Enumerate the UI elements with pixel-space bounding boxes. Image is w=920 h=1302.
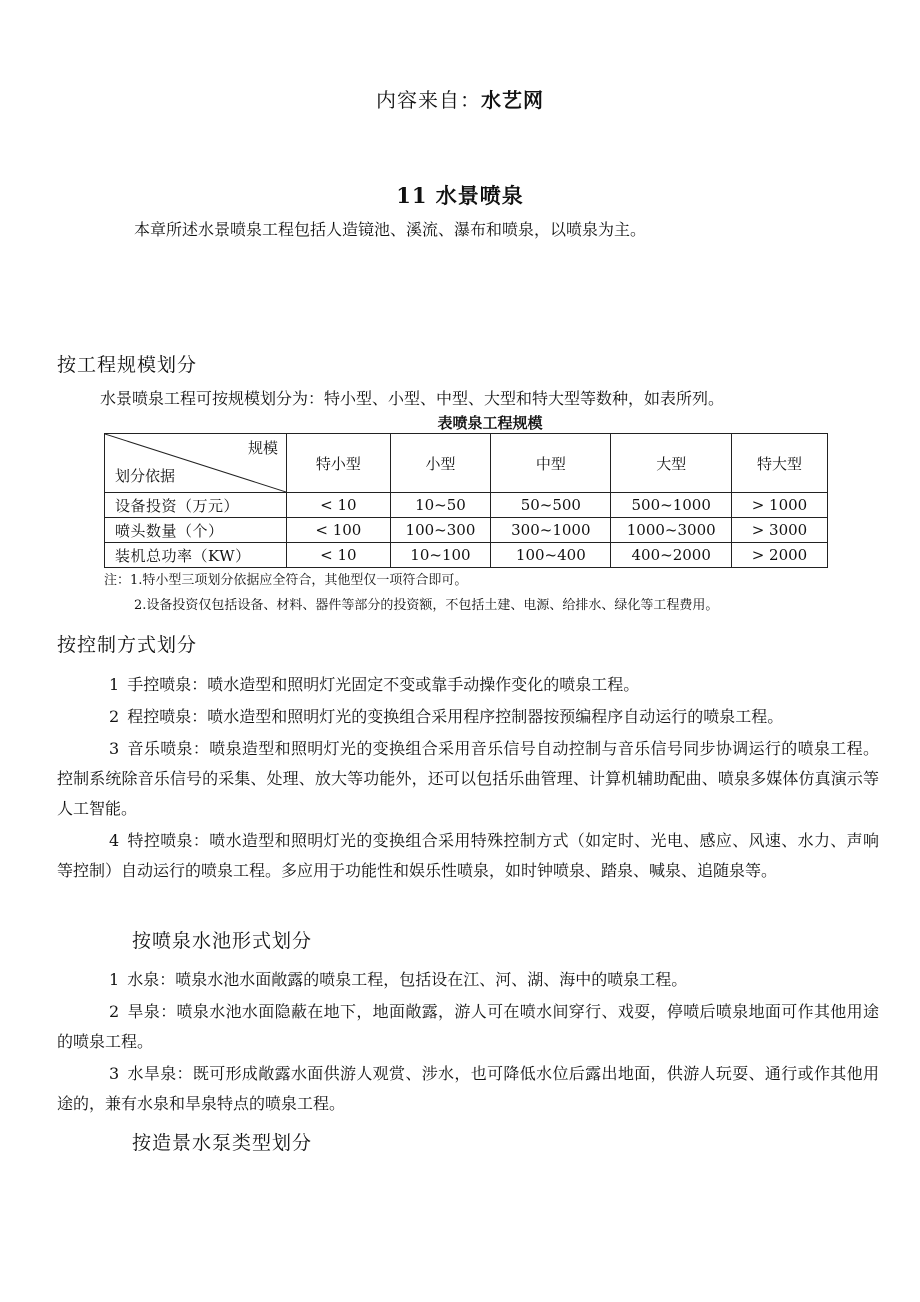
table-row	[105, 493, 828, 518]
item-number: 4	[109, 831, 120, 850]
scale-table	[104, 433, 828, 568]
column-header: 特小型	[287, 434, 391, 493]
column-header: 特大型	[731, 434, 827, 493]
source-line	[0, 84, 920, 113]
item-text: 旱泉：喷泉水池水面隐蔽在地下，地面敞露，游人可在喷水间穿行、戏耍，停喷后喷泉地面可作其他用途的喷泉工程。	[57, 1002, 879, 1051]
table-cell: > 2000	[731, 543, 827, 568]
corner-bottom-label: 划分依据	[115, 467, 176, 485]
table-cell: 500~1000	[611, 493, 731, 518]
table-cell: < 100	[287, 518, 391, 543]
item-number: 3	[109, 1064, 120, 1083]
table-cell: > 3000	[731, 518, 827, 543]
table-cell: < 10	[287, 493, 391, 518]
item-text: 水旱泉：既可形成敞露水面供游人观赏、涉水，也可降低水位后露出地面，供游人玩耍、通行或作其他用途的，兼有水泉和旱泉特点的喷泉工程。	[57, 1064, 879, 1113]
chapter-intro: 本章所述水景喷泉工程包括人造镜池、溪流、瀑布和喷泉，以喷泉为主。	[134, 220, 647, 239]
chapter-title: 11 水景喷泉	[396, 183, 524, 208]
source-site: 水艺网	[481, 88, 544, 112]
table-header-row	[105, 434, 828, 493]
table-cell: 100~300	[390, 518, 490, 543]
control-item-2	[57, 702, 887, 732]
control-item-4	[57, 826, 879, 886]
table-cell: 50~500	[491, 493, 611, 518]
table-corner-cell	[105, 434, 287, 493]
column-header: 中型	[491, 434, 611, 493]
table-cell: 1000~3000	[611, 518, 731, 543]
row-label: 设备投资（万元）	[105, 493, 287, 518]
table-cell: 100~400	[491, 543, 611, 568]
item-number: 3	[109, 739, 120, 758]
table-caption: 表喷泉工程规模	[437, 414, 543, 432]
table-cell: 10~100	[390, 543, 490, 568]
table-note-2: 2.设备投资仅包括设备、材料、器件等部分的投资额，不包括土建、电源、给排水、绿化等工程费用。	[134, 598, 719, 613]
column-header: 小型	[390, 434, 490, 493]
item-number: 2	[109, 707, 120, 726]
table-cell: 10~50	[390, 493, 490, 518]
item-number: 1	[109, 970, 120, 989]
section-heading-pool: 按喷泉水池形式划分	[132, 930, 313, 952]
table-row	[105, 543, 828, 568]
item-text: 程控喷泉：喷水造型和照明灯光的变换组合采用程序控制器按预编程序自动运行的喷泉工程。	[127, 707, 784, 726]
row-label: 喷头数量（个）	[105, 518, 287, 543]
source-label: 内容来自：	[376, 88, 481, 112]
pool-item-1	[57, 965, 879, 995]
section-heading-pump: 按造景水泵类型划分	[132, 1132, 313, 1154]
section-heading-control: 按控制方式划分	[57, 634, 198, 656]
table-cell: > 1000	[731, 493, 827, 518]
item-text: 特控喷泉：喷水造型和照明灯光的变换组合采用特殊控制方式（如定时、光电、感应、风速、水力、声响等控制）自动运行的喷泉工程。多应用于功能性和娱乐性喷泉，如时钟喷泉、踏泉、喊泉、追随泉等。	[57, 831, 879, 880]
corner-top-label: 规模	[248, 439, 279, 457]
pool-item-2	[57, 997, 879, 1057]
item-text: 手控喷泉：喷水造型和照明灯光固定不变或靠手动操作变化的喷泉工程。	[127, 675, 640, 694]
pool-item-3	[57, 1059, 879, 1119]
table-note-1: 注：1.特小型三项划分依据应全符合，其他型仅一项符合即可。	[104, 573, 468, 588]
item-text: 水泉：喷泉水池水面敞露的喷泉工程，包括设在江、河、湖、海中的喷泉工程。	[127, 970, 688, 989]
control-item-3	[57, 734, 879, 824]
item-number: 2	[109, 1002, 120, 1021]
column-header: 大型	[611, 434, 731, 493]
item-number: 1	[109, 675, 120, 694]
table-row	[105, 518, 828, 543]
row-label: 装机总功率（KW）	[105, 543, 287, 568]
section-heading-scale: 按工程规模划分	[57, 354, 198, 376]
table-cell: 300~1000	[491, 518, 611, 543]
table-cell: 400~2000	[611, 543, 731, 568]
control-item-1	[57, 670, 879, 700]
item-text: 音乐喷泉：喷泉造型和照明灯光的变换组合采用音乐信号自动控制与音乐信号同步协调运行的喷泉工程。控制系统除音乐信号的采集、处理、放大等功能外，还可以包括乐曲管理、计算机辅助配曲、喷泉多媒体仿真演示等人工智能。	[57, 739, 879, 818]
section-scale-text: 水景喷泉工程可按规模划分为：特小型、小型、中型、大型和特大型等数种，如表所列。	[100, 389, 725, 408]
table-cell: < 10	[287, 543, 391, 568]
